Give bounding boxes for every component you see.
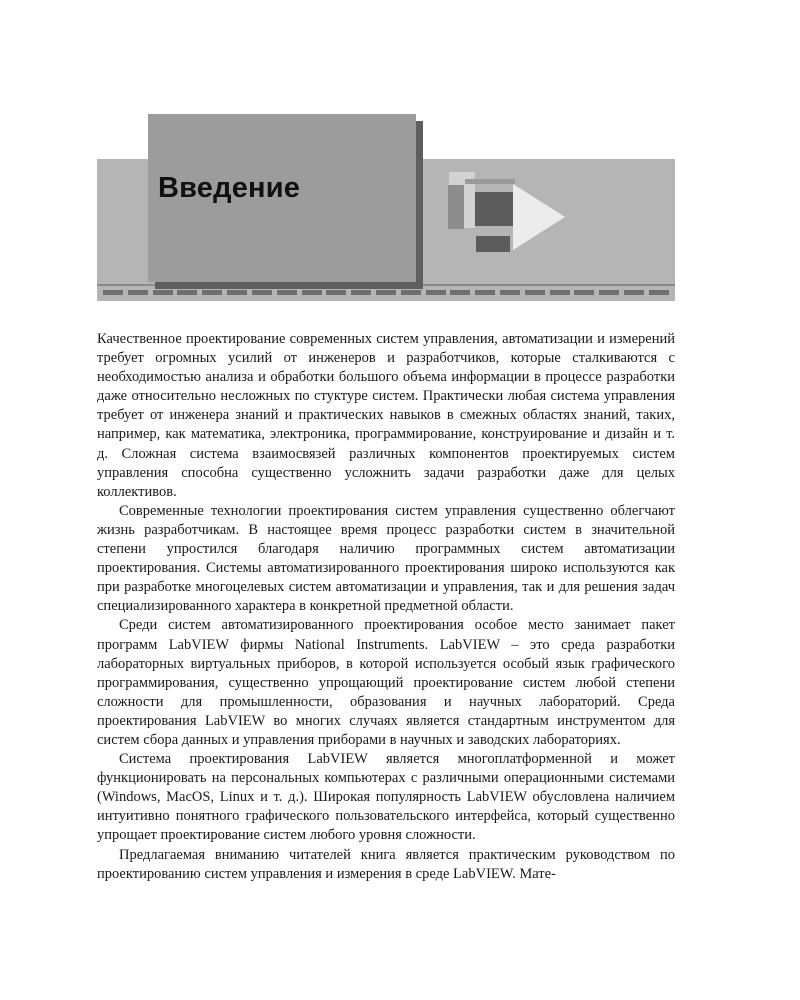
paragraph: Предлагаемая вниманию читателей книга является практическим руководством по проектированию систем управления и измерения в среде LabVIEW. Мате-: [97, 846, 675, 882]
chapter-title-box: [148, 114, 416, 282]
chapter-title: Введение: [158, 172, 301, 204]
paragraph: Система проектирования LabVIEW является многоплатформенной и может функционировать на персональных компьютерах с различными операционными системами (Windows, MacOS, Linux и т. д.). Широкая популярность LabVIEW обусловлена наличием интуитивно понятного графического пользовательского интерфейса, который существенно упрощает проектирование систем любого уровня сложности.: [97, 751, 675, 844]
paragraph: Качественное проектирование современных систем управления, автоматизации и измерений требует огромных усилий от инженеров и разработчиков, которые сталкиваются с необходимостью анализа и обработки большого объема информации в процессе разработки даже относительно несложных по стуктуре систем. Практически любая система управления требует от инженера знаний и практических навыков в смежных областях знаний, таких, например, как математика, электроника, программирование, конструирование и дизайн и т. д. Сложная система взаимосвязей различных компонентов проектируемых систем управления способна существенно усложнить задачи разработки даже для целых коллективов.: [97, 331, 675, 500]
body-text: [97, 330, 675, 884]
paragraph: Среди систем автоматизированного проектирования особое место занимает пакет программ LabVIEW фирмы National Instruments. LabVIEW – это среда разработки лабораторных виртуальных приборов, в которой используется особый язык графического программирования, существенно упрощающий проектирование систем любой степени сложности для промышленности, образования и научных лабораторий. Среда проектирования LabVIEW во многих случаях является стандартным инструментом для систем сбора данных и управления приборами в научных и заводских лабораториях.: [97, 617, 675, 748]
paragraph: Современные технологии проектирования систем управления существенно облегчают жизнь разработчикам. В настоящее время процесс разработки систем в значительной степени упростился благодаря наличию программных систем автоматизации проектирования. Системы автоматизированного проектирования широко используются как при разработке многоцелевых систем автоматизации и управления, так и для решения задач специализированного характера в конкретной предметной области.: [97, 502, 675, 615]
